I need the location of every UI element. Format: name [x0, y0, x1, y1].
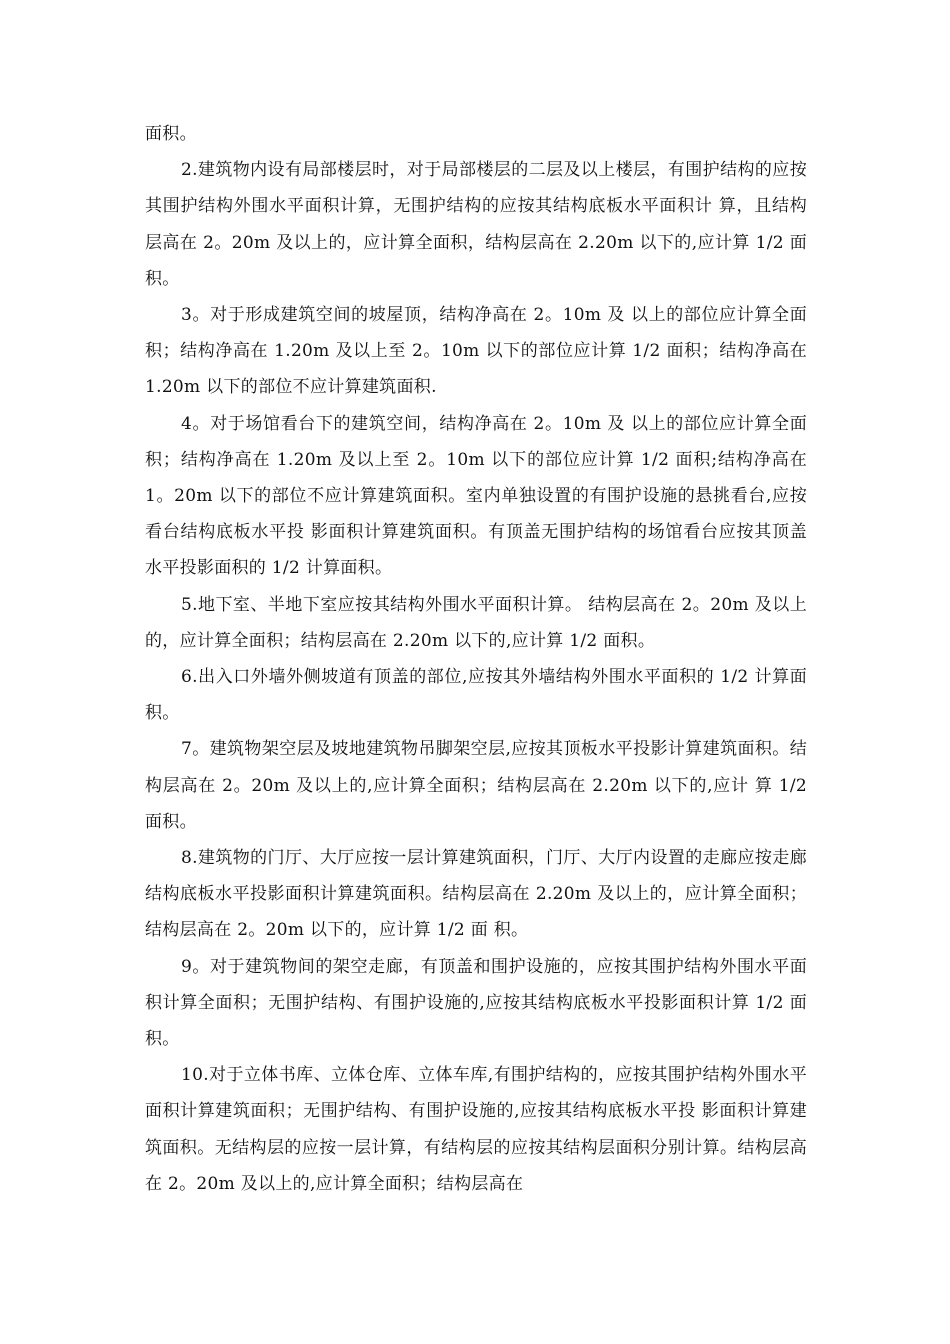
paragraph-item-8: 8.建筑物的门厅、大厅应按一层计算建筑面积，门厅、大厅内设置的走廊应按走廊结构底板水平投影面积计算建筑面积。结构层高在 2.20m 及以上的，应计算全面积；结构层高在 2。20m 以下的，应计算 1/2 面 积。: [145, 848, 807, 941]
paragraph-item-4: 4。对于场馆看台下的建筑空间，结构净高在 2。10m 及 以上的部位应计算全面积；结构净高在 1.20m 及以上至 2。10m 以下的部位应计算 1/2 面积;结构净高在 1。20m 以下的部位不应计算建筑面积。室内单独设置的有围护设施的悬挑看台,应按看台结构底板水平投 影面积计算建筑面积。有顶盖无围护结构的场馆看台应按其顶盖水平投影面积的 1/2 计算面积。: [145, 413, 807, 579]
paragraph-item-3: 3。对于形成建筑空间的坡屋顶，结构净高在 2。10m 及 以上的部位应计算全面积；结构净高在 1.20m 及以上至 2。10m 以下的部位应计算 1/2 面积；结构净高在 1.20m 以下的部位不应计算建筑面积.: [145, 305, 807, 398]
paragraph-continuation: 面积。: [145, 124, 197, 144]
paragraph-item-7: 7。建筑物架空层及坡地建筑物吊脚架空层,应按其顶板水平投影计算建筑面积。结构层高在 2。20m 及以上的,应计算全面积；结构层高在 2.20m 以下的,应计 算 1/2 面积。: [145, 739, 807, 832]
paragraph-item-5: 5.地下室、半地下室应按其结构外围水平面积计算。 结构层高在 2。20m 及以上的，应计算全面积；结构层高在 2.20m 以下的,应计算 1/2 面积。: [145, 594, 807, 651]
paragraph-item-6: 6.出入口外墙外侧坡道有顶盖的部位,应按其外墙结构外围水平面积的 1/2 计算面积。: [145, 667, 807, 724]
paragraph-item-9: 9。对于建筑物间的架空走廊，有顶盖和围护设施的，应按其围护结构外围水平面积计算全面积；无围护结构、有围护设施的,应按其结构底板水平投影面积计算 1/2 面积。: [145, 956, 807, 1050]
document-body: [145, 116, 807, 1202]
paragraph-item-10: 10.对于立体书库、立体仓库、立体车库,有围护结构的，应按其围护结构外围水平面积计算建筑面积；无围护结构、有围护设施的,应按其结构底板水平投 影面积计算建筑面积。无结构层的应按一层计算，有结构层的应按其结构层面积分别计算。结构层高在 2。20m 及以上的,应计算全面积；结构层高在: [145, 1065, 807, 1194]
paragraph-item-2: 2.建筑物内设有局部楼层时，对于局部楼层的二层及以上楼层，有围护结构的应按其围护结构外围水平面积计算，无围护结构的应按其结构底板水平面积计 算，且结构层高在 2。20m 及以上的，应计算全面积，结构层高在 2.20m 以下的,应计算 1/2 面积。: [145, 160, 807, 289]
